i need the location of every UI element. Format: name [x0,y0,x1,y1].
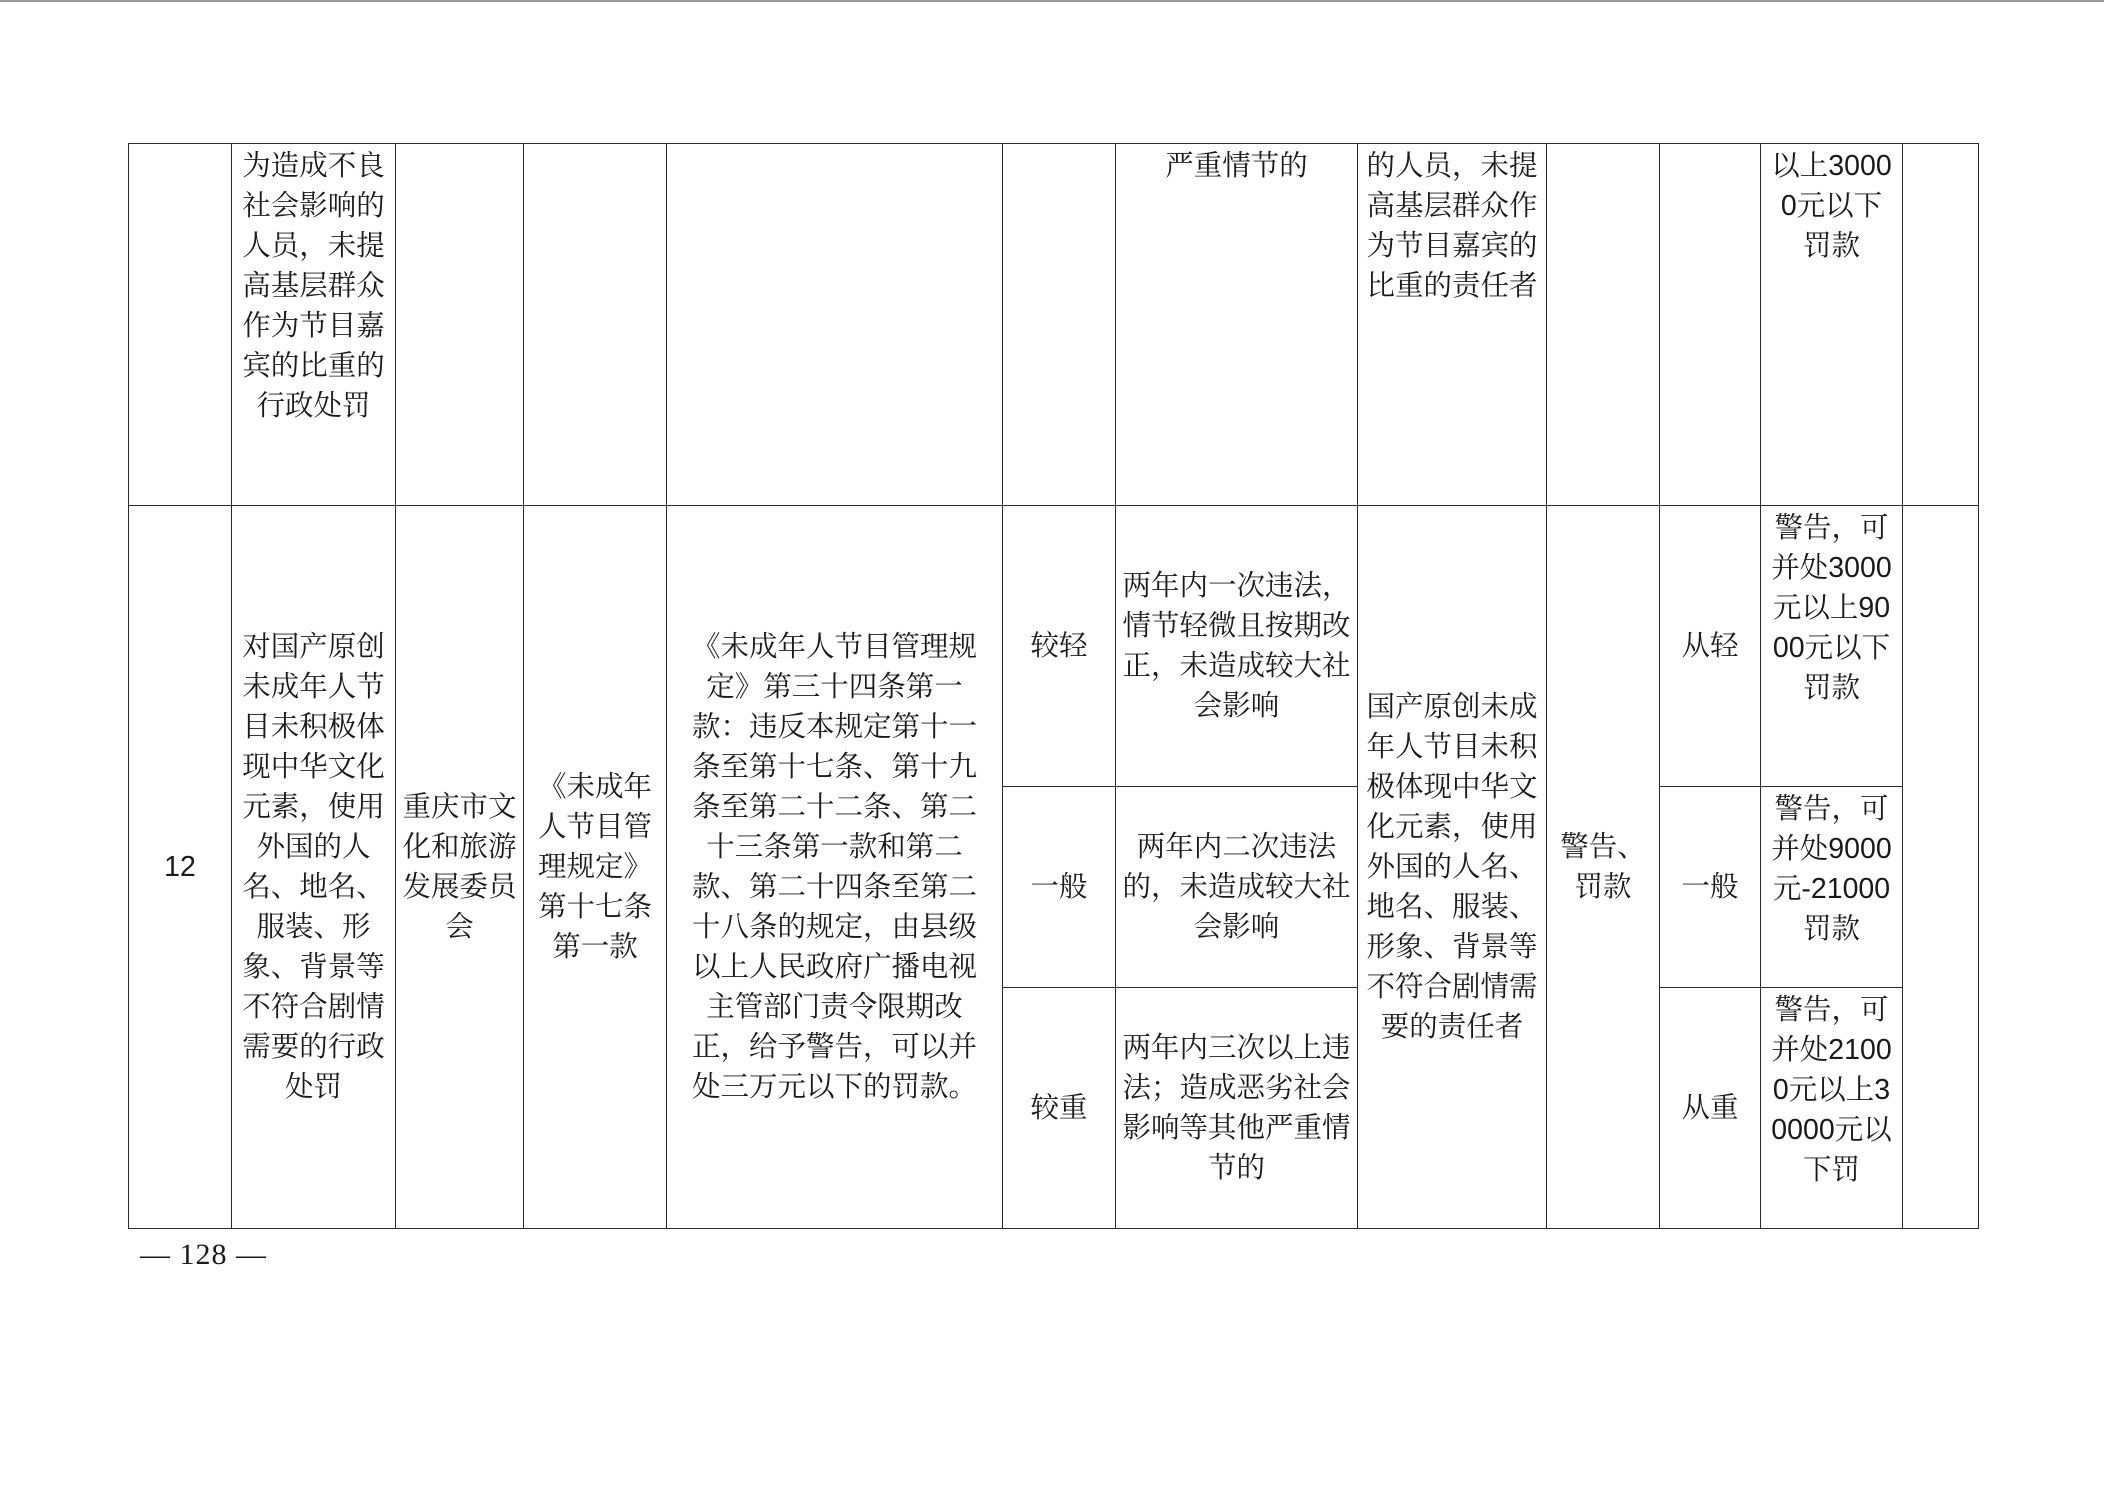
cell-standard-continued: 以上30000元以下罚款 [1761,144,1903,506]
table-row-continued [129,144,1979,506]
cell-subject-continued: 的人员，未提高基层群众作为节目嘉宾的比重的责任者 [1358,144,1547,506]
cell-discretion-heavy: 从重 [1660,988,1761,1229]
page-number: — 128 — [140,1238,267,1271]
cell-penalty-type-empty [1547,144,1660,506]
cell-authority: 重庆市文化和旅游发展委员会 [396,506,524,1229]
cell-penalty-type: 警告、罚款 [1547,506,1660,1229]
cell-subject: 国产原创未成年人节目未积极体现中华文化元素，使用外国的人名、地名、服装、形象、背景等不符合剧情需要的责任者 [1358,506,1547,1229]
cell-discretion-light: 从轻 [1660,506,1761,787]
cell-basis-empty [524,144,667,506]
cell-index: 12 [129,506,232,1229]
cell-circumstance-heavy: 两年内三次以上违法；造成恶劣社会影响等其他严重情节的 [1116,988,1358,1229]
cell-degree-light: 较轻 [1003,506,1116,787]
cell-discretion-empty [1660,144,1761,506]
cell-remark [1903,506,1979,1229]
cell-matter: 对国产原创未成年人节目未积极体现中华文化元素，使用外国的人名、地名、服装、形象、背景等不符合剧情需要的行政处罚 [232,506,396,1229]
penalty-discretion-table [128,143,1979,1229]
cell-provision-empty [667,144,1003,506]
cell-discretion-normal: 一般 [1660,787,1761,988]
cell-degree-normal: 一般 [1003,787,1116,988]
cell-standard-light: 警告，可并处3000元以上9000元以下罚款 [1761,506,1903,787]
cell-circumstance-continued: 严重情节的 [1116,144,1358,506]
table-row-12-level-1 [129,506,1979,787]
cell-circumstance-light: 两年内一次违法，情节轻微且按期改正，未造成较大社会影响 [1116,506,1358,787]
cell-index-empty [129,144,232,506]
cell-remark-empty [1903,144,1979,506]
cell-degree-heavy: 较重 [1003,988,1116,1229]
cell-matter-continued: 为造成不良社会影响的人员，未提高基层群众作为节目嘉宾的比重的行政处罚 [232,144,396,506]
cell-degree-empty [1003,144,1116,506]
cell-standard-heavy: 警告，可并处21000元以上30000元以下罚 [1761,988,1903,1229]
cell-standard-normal: 警告，可并处9000元-21000罚款 [1761,787,1903,988]
cell-penalty-provision: 《未成年人节目管理规定》第三十四条第一款：违反本规定第十一条至第十七条、第十九条至第二十二条、第二十三条第一款和第二款、第二十四条至第二十八条的规定，由县级以上人民政府广播电视主管部门责令限期改正，给予警告，可以并处三万元以下的罚款。 [667,506,1003,1229]
cell-circumstance-normal: 两年内二次违法的，未造成较大社会影响 [1116,787,1358,988]
cell-authority-empty [396,144,524,506]
cell-basis: 《未成年人节目管理规定》第十七条第一款 [524,506,667,1229]
top-border-line [0,0,2104,2]
